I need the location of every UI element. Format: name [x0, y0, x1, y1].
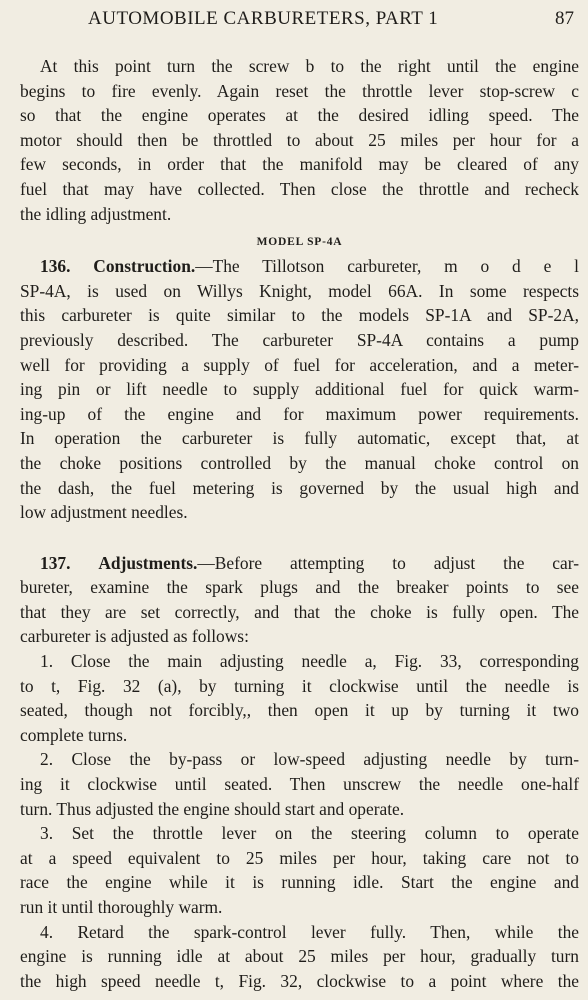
- text-line: At this point turn the screw b to the right until the engine: [40, 56, 579, 76]
- model-heading: MODEL SP-4A: [256, 236, 343, 249]
- section-number: 136.: [40, 256, 71, 277]
- text-line: this carbureter is quite similar to the models SP-1A and SP-2A,: [20, 305, 579, 326]
- section-first-line: [20, 254, 579, 279]
- text-line: ing-up of the engine and for maximum power requirements.: [20, 403, 579, 424]
- intro-paragraph: [20, 54, 579, 226]
- section-lead-text: —The Tillotson carbureter, m o d e l: [195, 256, 579, 277]
- text-line: the idling adjustment.: [20, 203, 172, 224]
- section-lead-text: —Before attempting to adjust the car-: [197, 552, 579, 573]
- text-line: previously described. The carbureter SP-4A contains a pump: [20, 329, 579, 350]
- text-line: to t, Fig. 32 (a), by turning it clockwise until the needle is: [20, 675, 579, 696]
- step-first-line: 3. Set the throttle lever on the steering column to operate: [40, 823, 579, 844]
- text-line: ing it clockwise until seated. Then unscrew the needle one-half: [20, 774, 579, 795]
- text-line: the dash, the fuel metering is governed by the usual high and: [20, 477, 579, 498]
- text-line: carbureter is adjusted as follows:: [20, 626, 249, 647]
- section-number: 137.: [40, 552, 71, 573]
- step-3: [20, 821, 579, 919]
- page-body: [20, 54, 579, 993]
- text-line: SP-4A, is used on Willys Knight, model 66A. In some respects: [20, 280, 579, 301]
- text-line: fuel that may have collected. Then close the throttle and recheck: [20, 178, 579, 199]
- text-line: low adjustment needles.: [20, 502, 188, 523]
- text-line: bureter, examine the spark plugs and the breaker points to see: [20, 577, 579, 598]
- text-line: motor should then be throttled to about 25 miles per hour for a: [20, 129, 579, 150]
- text-line: so that the engine operates at the desired idling speed. The: [20, 105, 579, 126]
- section-first-line: [20, 551, 579, 576]
- step-2: [20, 747, 579, 821]
- text-line: ing pin or lift needle to supply additional fuel for quick warm-: [20, 379, 579, 400]
- text-line: well for providing a supply of fuel for acceleration, and a meter-: [20, 354, 579, 375]
- step-1: [20, 649, 579, 747]
- text-line: that they are set correctly, and that the choke is fully open. The: [20, 601, 579, 622]
- text-line: run it until thoroughly warm.: [20, 897, 223, 917]
- page-header: [20, 8, 574, 34]
- text-line: begins to fire evenly. Again reset the throttle lever stop-screw c: [20, 80, 579, 101]
- text-line: complete turns.: [20, 724, 128, 745]
- text-line: turn. Thus adjusted the engine should start and operate.: [20, 798, 405, 819]
- section-spacer: [20, 525, 579, 551]
- section-136: [20, 254, 579, 525]
- section-137: [20, 551, 579, 649]
- page-number: 87: [555, 8, 574, 29]
- section-title: Adjustments.: [98, 552, 198, 573]
- step-first-line: 2. Close the by-pass or low-speed adjusting needle by turn-: [40, 749, 579, 770]
- text-line: the high speed needle t, Fig. 32, clockwise to a point where the: [20, 970, 579, 991]
- text-line: the choke positions controlled by the manual choke control on: [20, 452, 579, 473]
- step-first-line: 4. Retard the spark-control lever fully. Then, while the: [40, 921, 579, 942]
- text-line: engine is running idle at about 25 miles per hour, gradually turn: [20, 946, 579, 967]
- running-head: AUTOMOBILE CARBURETERS, PART 1: [88, 8, 439, 29]
- section-title: Construction.: [93, 256, 196, 277]
- step-4: [20, 920, 579, 994]
- text-line: seated, though not forcibly,, then open it up by turning it two: [20, 700, 579, 721]
- text-line: In operation the carbureter is fully automatic, except that, at: [20, 428, 579, 449]
- text-line: few seconds, in order that the manifold may be cleared of any: [20, 154, 579, 175]
- text-line: race the engine while it is running idle. Start the engine and: [20, 872, 579, 893]
- text-line: at a speed equivalent to 25 miles per hour, taking care not to: [20, 847, 579, 868]
- step-first-line: 1. Close the main adjusting needle a, Fig. 33, corresponding: [40, 651, 579, 672]
